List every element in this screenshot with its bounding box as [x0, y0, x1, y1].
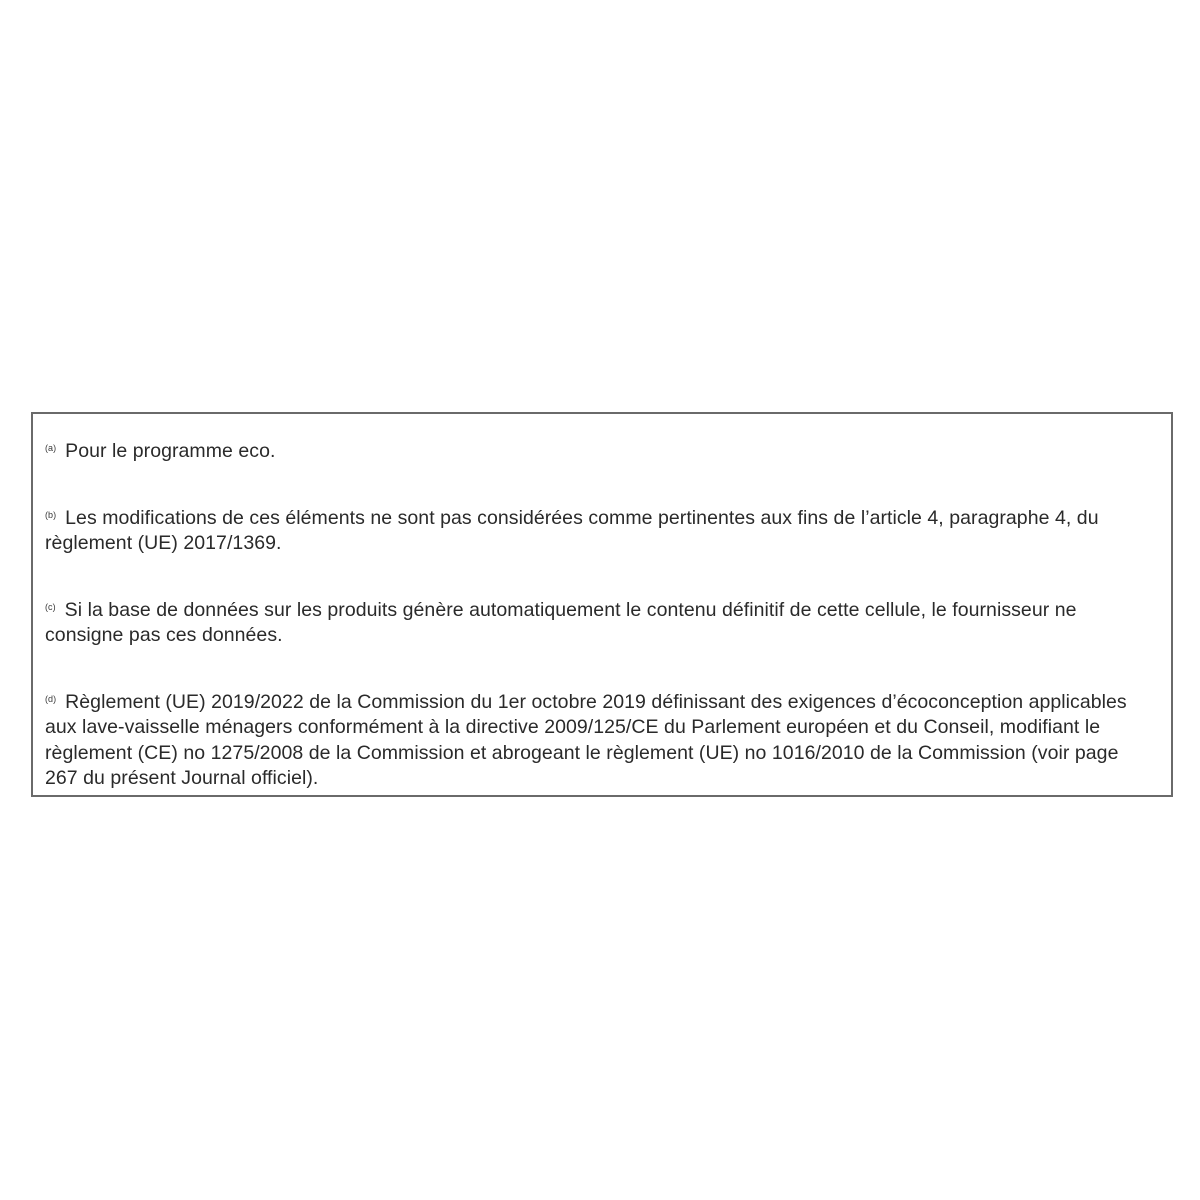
- footnote-b: [45, 503, 1147, 557]
- footnote-text: Règlement (UE) 2019/2022 de la Commission du 1er octobre 2019 définissant des exigences d’écoconception applicables aux lave-vaisselle ménagers conformément à la directive 2009/125/CE du Parlement européen et du Conseil, modifiant le règlement (CE) no 1275/2008 de la Commission et abrogeant le règlement (UE) no 1016/2010 de la Commission (voir page 267 du présent Journal officiel).: [45, 690, 1127, 789]
- footnote-text: Si la base de données sur les produits génère automatiquement le contenu définitif de cette cellule, le fournisseur ne consigne pas ces données.: [45, 598, 1077, 646]
- footnote-text: Pour le programme eco.: [65, 440, 276, 462]
- footnote-a: [45, 436, 1147, 465]
- footnotes-box: [31, 412, 1173, 797]
- footnote-text: Les modifications de ces éléments ne sont pas considérées comme pertinentes aux fins de l’article 4, paragraphe 4, du règlement (UE) 2017/1369.: [45, 506, 1099, 554]
- footnote-marker: (b): [45, 509, 57, 520]
- footnote-marker: (c): [45, 601, 56, 612]
- footnote-marker: (a): [45, 443, 57, 453]
- footnote-c: [45, 595, 1147, 649]
- footnote-marker: (d): [45, 693, 57, 704]
- footnote-d: [45, 687, 1147, 792]
